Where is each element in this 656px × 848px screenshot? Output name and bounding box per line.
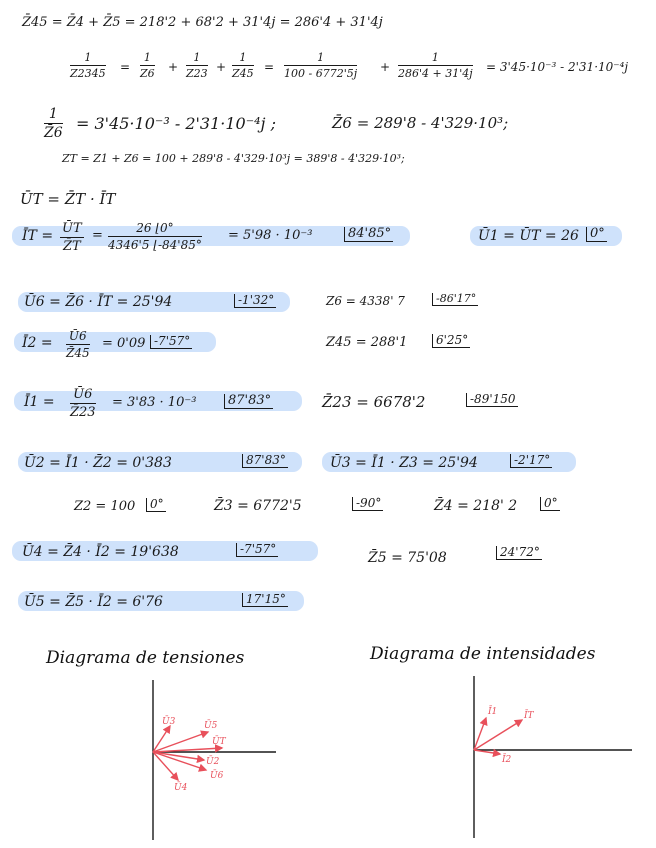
it-angle: 84'85° [344, 227, 393, 242]
label-ut: ŪT [212, 737, 226, 747]
eq-z6-value: Z̄6 = 289'8 - 4'329·10³; [332, 114, 509, 132]
i2-lhs: Ī2 = [22, 335, 53, 351]
z3-angle: -90° [352, 497, 383, 511]
frac-u6-over-z23: $\frac{Ū6}{Z̄23}$ [70, 387, 96, 420]
frac-inv-z45: $\frac{1}{Z45}$ [232, 51, 254, 80]
z45-angle: 6'25° [432, 334, 470, 348]
it-result: = 5'98 · 10⁻³ [228, 228, 313, 243]
frac-inv-z23-value: $\frac{1}{100 - 6772'5j}$ [284, 51, 358, 80]
u5-angle: 17'15° [242, 593, 288, 607]
label-it: ĪT [524, 711, 534, 721]
diagram-tensiones-title: Diagrama de tensiones [46, 648, 245, 668]
z2-angle: 0° [146, 498, 166, 512]
z23-angle: -89'150 [466, 393, 518, 407]
eq-inv-z2345-result: = 3'45·10⁻³ - 2'31·10⁻⁴j [486, 60, 629, 74]
equals-sign: = [264, 60, 275, 74]
eq-u5: Ū5 = Z̄5 · Ī2 = 6'76 [24, 594, 163, 610]
frac-inv-z23: $\frac{1}{Z23}$ [186, 51, 208, 80]
eq-u3: Ū3 = Ī1 · Z3 = 25'94 [330, 455, 478, 471]
eq-z45-polar: Z45 = 288'1 [326, 335, 408, 350]
equals-sign: = [120, 60, 131, 74]
u6-angle: -1'32° [234, 294, 276, 308]
label-u4: Ū4 [174, 783, 188, 793]
vector-it [474, 720, 522, 750]
u2-angle: 87'83° [242, 454, 288, 468]
eq-z3: Z̄3 = 6772'5 [214, 498, 302, 514]
label-u6: Ū6 [210, 771, 224, 781]
label-i2: Ī2 [502, 755, 512, 765]
eq-inv-z6-result: = 3'45·10⁻³ - 2'31·10⁻⁴j ; [76, 114, 276, 133]
eq-u2: Ū2 = Ī1 · Z̄2 = 0'383 [24, 455, 172, 471]
eq-z45-sum: Z̄45 = Z̄4 + Z̄5 = 218'2 + 68'2 + 31'4j = 286'4 + 31'4j [22, 15, 383, 30]
eq-z6-polar: Z6 = 4338' 7 [326, 294, 405, 308]
diagram-intensidades-title: Diagrama de intensidades [370, 644, 596, 664]
it-lhs: ĪT = [22, 228, 54, 244]
eq-z23-polar: Z̄23 = 6678'2 [322, 393, 426, 411]
label-i1: Ī1 [488, 707, 498, 717]
frac-inv-z45-value: $\frac{1}{286'4 + 31'4j}$ [398, 51, 473, 80]
eq-ut-ohm: ŪT = Z̄T · ĪT [20, 190, 116, 208]
u4-angle: -7'57° [236, 543, 278, 557]
eq-u6: Ū6 = Z̄6 · ĪT = 25'94 [24, 294, 173, 310]
label-u2: Ū2 [206, 757, 220, 767]
eq-u1-ut: Ū1 = ŪT = 26 [478, 228, 579, 244]
vector-i1 [474, 718, 486, 750]
frac-ut-over-zt: $\frac{ŪT}{Z̄T}$ [62, 221, 82, 254]
i1-result: = 3'83 · 10⁻³ [112, 395, 197, 410]
plus-sign: + [168, 60, 179, 74]
z4-angle: 0° [540, 497, 560, 511]
eq-zt-value: ZT = Z1 + Z6 = 100 + 289'8 - 4'329·10³j = 389'8 - 4'329·10³; [62, 152, 405, 165]
label-u3: Ū3 [162, 717, 176, 727]
frac-u6-over-z45: $\frac{Ū6}{Z̄45}$ [66, 329, 90, 360]
i2-result: = 0'09 [102, 336, 146, 351]
i1-lhs: Ī1 = [24, 394, 55, 410]
plus-sign: + [216, 60, 227, 74]
label-u5: Ū5 [204, 721, 218, 731]
eq-u4: Ū4 = Z̄4 · Ī2 = 19'638 [22, 544, 179, 560]
frac-inv-z6-bar: $\frac{1}{Z̄6}$ [44, 106, 63, 141]
u1-angle: 0° [586, 227, 607, 242]
plus-sign: + [380, 60, 391, 74]
frac-it-values: $\frac{26 ⌊0^\circ}{4346'5 ⌊-84'85^\circ}$ [108, 221, 202, 252]
equals-sign: = [92, 228, 103, 243]
frac-inv-z6: $\frac{1}{Z6}$ [140, 51, 155, 80]
eq-z5: Z̄5 = 75'08 [368, 550, 447, 566]
u3-angle: -2'17° [510, 454, 552, 468]
z5-angle: 24'72° [496, 546, 542, 560]
z6-angle: -86'17° [432, 293, 478, 306]
frac-inv-z2345: $\frac{1}{Z2345}$ [70, 51, 106, 80]
i1-angle: 87'83° [224, 394, 273, 409]
eq-z4: Z̄4 = 218' 2 [434, 498, 518, 514]
eq-z2: Z2 = 100 [74, 499, 136, 514]
i2-angle: -7'57° [150, 335, 192, 349]
